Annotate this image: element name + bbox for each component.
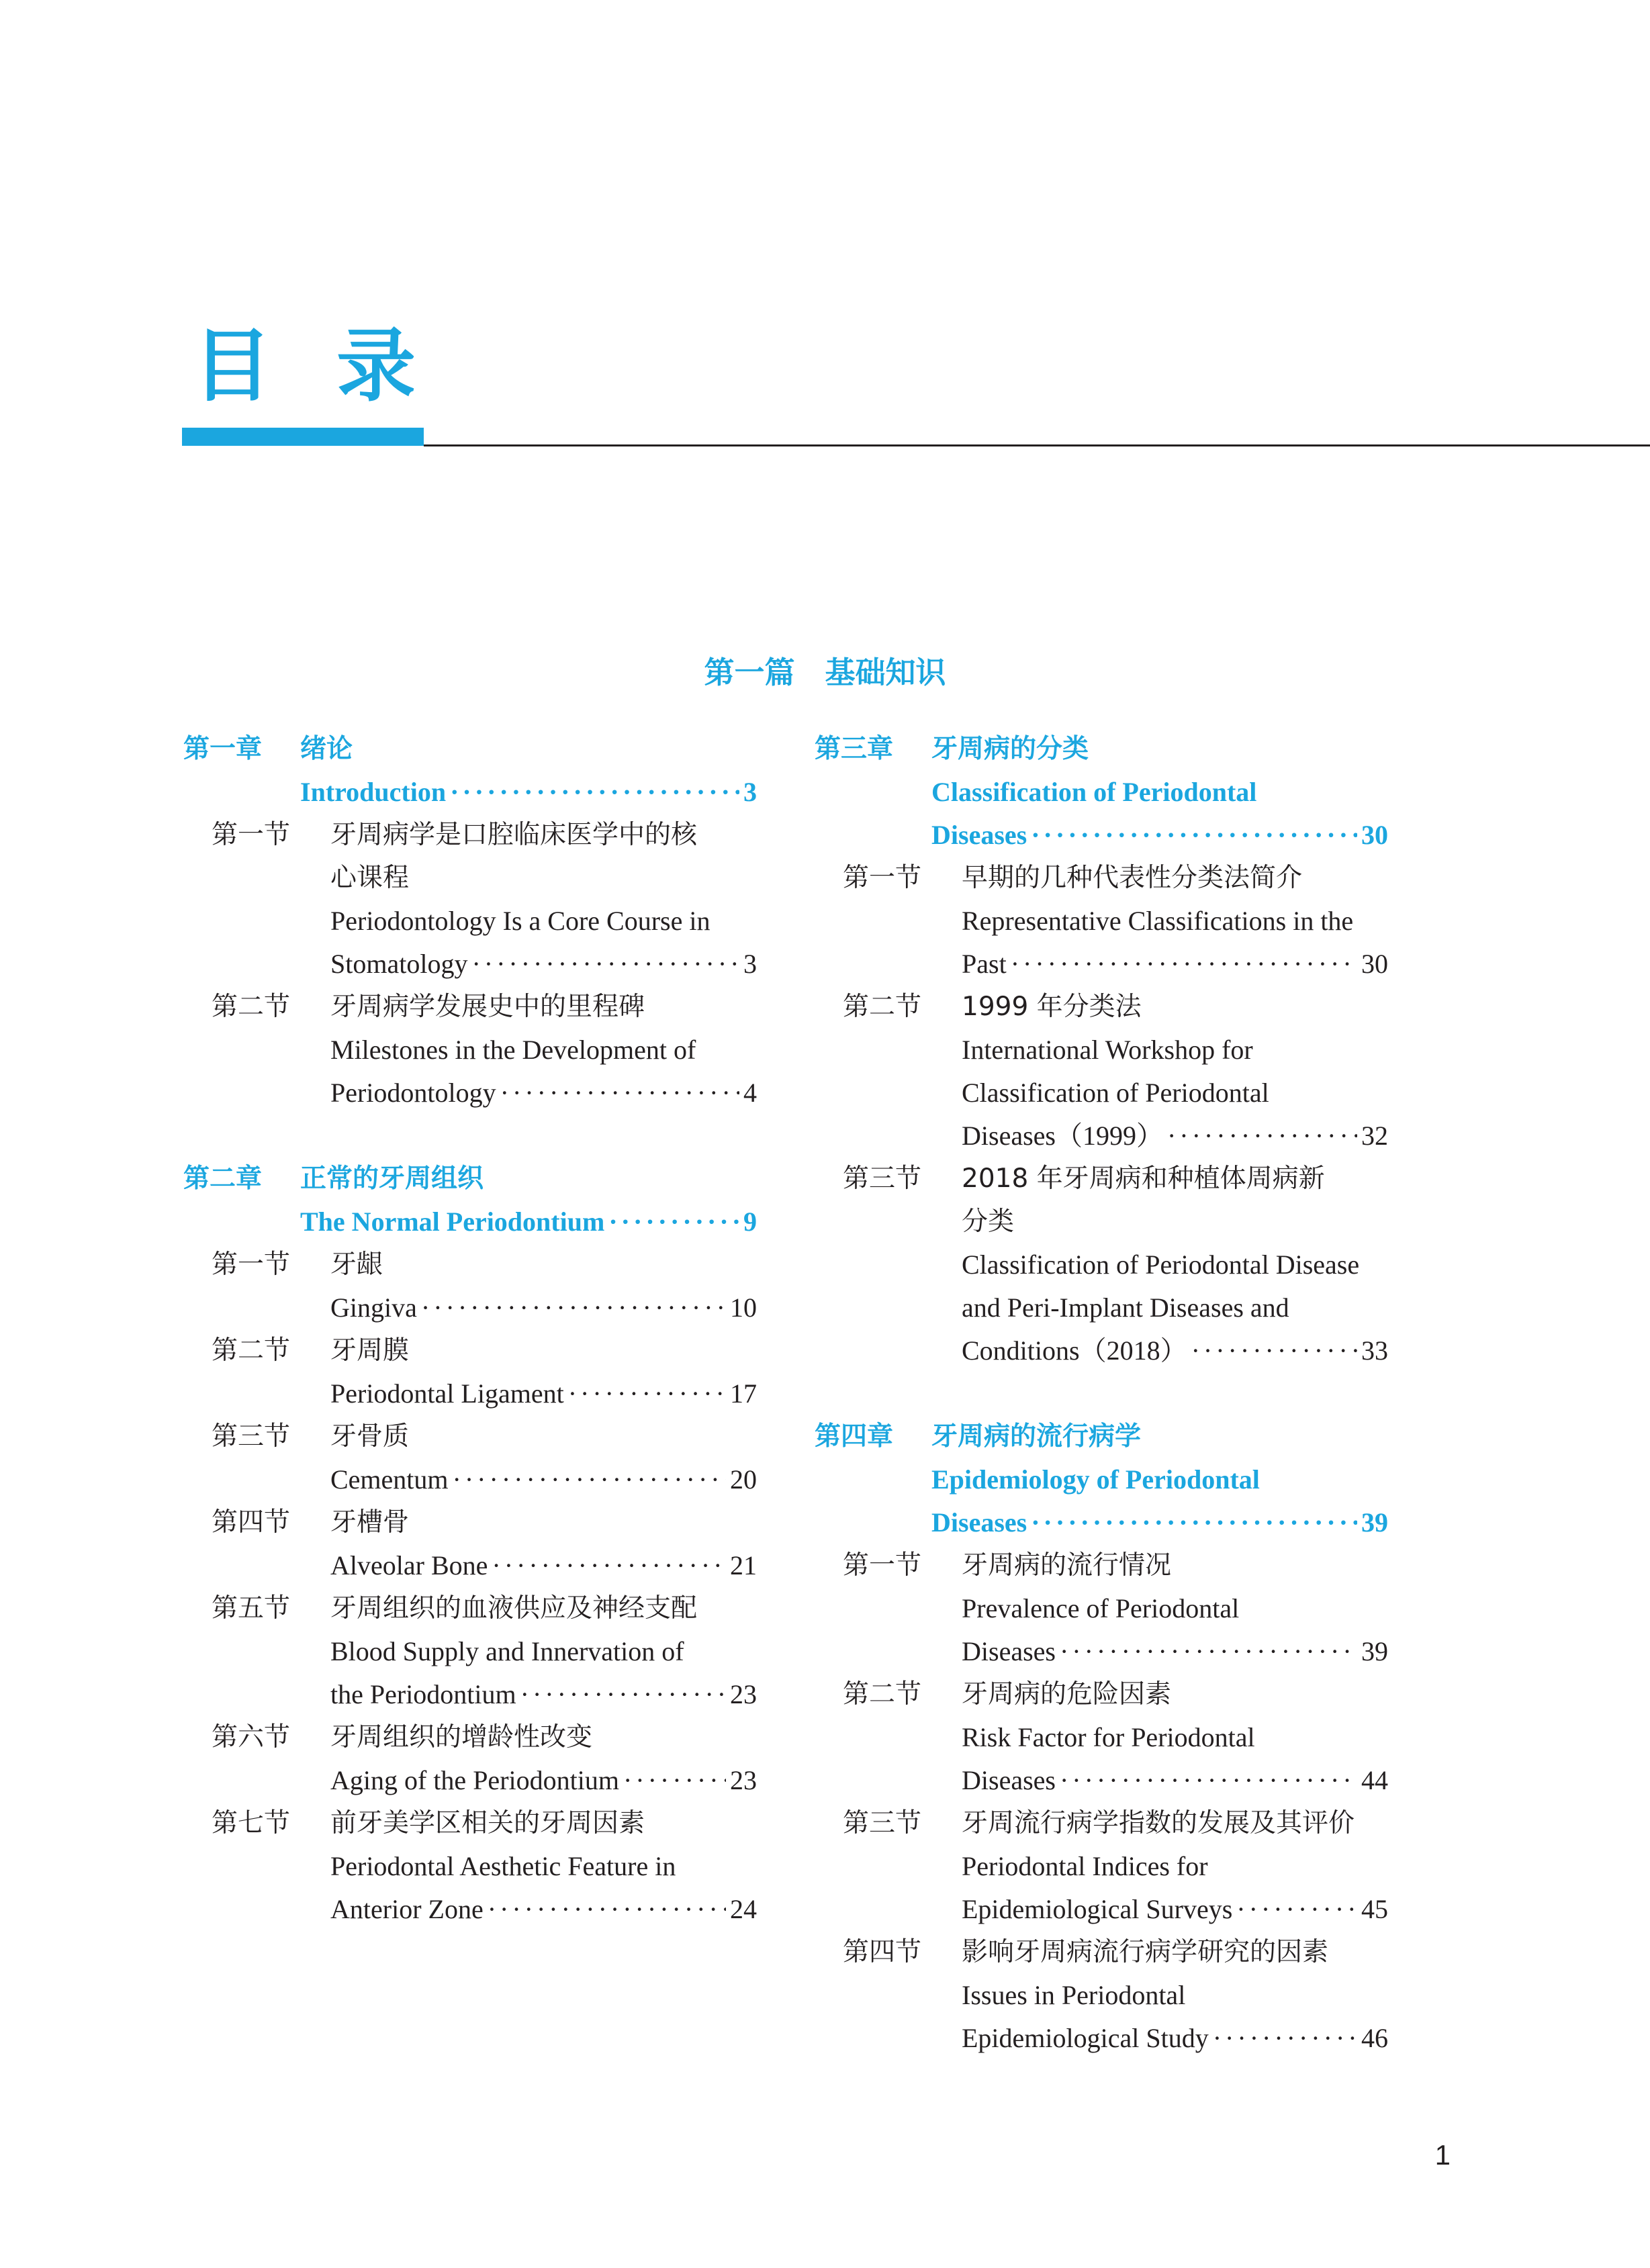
leader-dots bbox=[500, 1072, 739, 1115]
section-entry[interactable] bbox=[183, 1415, 757, 1501]
chapter-english-title[interactable] bbox=[931, 1501, 1388, 1544]
entry-text: Cementum bbox=[330, 1464, 449, 1495]
chapter-number: 第四章 bbox=[815, 1421, 894, 1452]
section-body bbox=[962, 1931, 1388, 2060]
leader-dots bbox=[1011, 943, 1357, 986]
leader-dots bbox=[623, 1759, 726, 1802]
section-title-zh: 分类 bbox=[962, 1207, 1015, 1237]
page-ref: 45 bbox=[1361, 1894, 1388, 1924]
section-number: 第二节 bbox=[843, 992, 922, 1022]
section-number: 第一节 bbox=[212, 1249, 291, 1280]
section-body bbox=[962, 857, 1388, 986]
leader-dots bbox=[1213, 2017, 1357, 2060]
entry-text: the Periodontium bbox=[330, 1679, 516, 1709]
section-body bbox=[962, 1544, 1388, 1673]
leader-dots bbox=[1060, 1630, 1357, 1673]
section-title-en: Issues in Periodontal bbox=[962, 1980, 1186, 2010]
section-entry[interactable] bbox=[183, 1587, 757, 1716]
section-title-en: Classification of Periodontal Disease bbox=[962, 1249, 1360, 1280]
chapter-entry bbox=[183, 1157, 757, 1931]
section-entry[interactable] bbox=[183, 1501, 757, 1587]
section-title-en: Periodontology Is a Core Course in bbox=[330, 906, 711, 936]
section-title-en[interactable] bbox=[330, 943, 757, 986]
page-ref: 9 bbox=[743, 1207, 757, 1237]
entry-text: Diseases（1999） bbox=[962, 1121, 1163, 1151]
section-title-en[interactable] bbox=[330, 1372, 757, 1415]
section-body bbox=[962, 986, 1388, 1157]
section-number: 第二节 bbox=[212, 992, 291, 1022]
chapter-entry bbox=[815, 1415, 1388, 2060]
entry-text: Stomatology bbox=[330, 949, 468, 979]
section-title-zh: 牙龈 bbox=[330, 1249, 383, 1280]
section-entry[interactable] bbox=[183, 814, 757, 986]
section-number: 第六节 bbox=[212, 1722, 291, 1752]
entry-text: Epidemiological Surveys bbox=[962, 1894, 1233, 1924]
heading-accent-bar bbox=[182, 428, 424, 446]
chapter-entry bbox=[183, 728, 757, 1115]
section-title-en[interactable] bbox=[330, 1673, 757, 1716]
entry-text: Gingiva bbox=[330, 1292, 417, 1323]
section-title-en[interactable] bbox=[962, 1630, 1388, 1673]
section-title-zh: 2018 年牙周病和种植体周病新 bbox=[962, 1164, 1325, 1194]
page-ref: 39 bbox=[1361, 1507, 1388, 1538]
section-body bbox=[330, 1501, 757, 1587]
page-ref: 10 bbox=[730, 1292, 757, 1323]
section-entry[interactable] bbox=[815, 1673, 1388, 1802]
entry-text: Introduction bbox=[300, 777, 447, 807]
page-ref: 23 bbox=[730, 1765, 757, 1795]
section-title-en: Prevalence of Periodontal bbox=[962, 1593, 1240, 1623]
section-title-en[interactable] bbox=[330, 1759, 757, 1802]
chapter-heading[interactable] bbox=[815, 728, 1388, 771]
page-ref: 44 bbox=[1361, 1765, 1388, 1795]
chapter-english-title[interactable] bbox=[931, 814, 1388, 857]
section-title-zh: 牙周膜 bbox=[330, 1335, 410, 1366]
entry-text: Epidemiological Study bbox=[962, 2023, 1209, 2053]
section-number: 第二节 bbox=[843, 1679, 922, 1709]
section-body bbox=[330, 1716, 757, 1802]
section-title-zh: 牙周流行病学指数的发展及其评价 bbox=[962, 1808, 1355, 1838]
page-ref: 3 bbox=[743, 777, 757, 807]
chapter-title: 绪论 bbox=[300, 734, 353, 764]
section-number: 第四节 bbox=[212, 1507, 291, 1538]
chapter-number: 第一章 bbox=[183, 734, 263, 764]
leader-dots bbox=[1060, 1759, 1357, 1802]
page-ref: 39 bbox=[1361, 1636, 1388, 1666]
section-entry[interactable] bbox=[815, 986, 1388, 1157]
entry-text: Diseases bbox=[962, 1636, 1056, 1666]
entry-text: Alveolar Bone bbox=[330, 1550, 488, 1580]
section-number: 第四节 bbox=[843, 1937, 922, 1967]
section-body bbox=[330, 814, 757, 986]
section-body bbox=[330, 1587, 757, 1716]
section-entry[interactable] bbox=[815, 1931, 1388, 2060]
entry-text: Conditions（2018） bbox=[962, 1335, 1187, 1366]
section-entry[interactable] bbox=[183, 1329, 757, 1415]
chapter-heading[interactable] bbox=[183, 728, 757, 771]
section-body bbox=[330, 1415, 757, 1501]
part-title: 第一篇 基础知识 bbox=[704, 655, 946, 690]
entry-text: Past bbox=[962, 949, 1007, 979]
section-title-zh: 早期的几种代表性分类法简介 bbox=[962, 863, 1303, 893]
section-body bbox=[330, 1329, 757, 1415]
section-title-en[interactable] bbox=[962, 943, 1388, 986]
section-entry[interactable] bbox=[815, 1157, 1388, 1372]
entry-text: Aging of the Periodontium bbox=[330, 1765, 619, 1795]
leader-dots bbox=[1031, 1501, 1357, 1544]
leader-dots bbox=[421, 1286, 726, 1329]
section-body bbox=[962, 1802, 1388, 1931]
section-title-zh: 牙周组织的增龄性改变 bbox=[330, 1722, 593, 1752]
leader-dots bbox=[492, 1544, 726, 1587]
section-body bbox=[330, 986, 757, 1115]
section-number: 第三节 bbox=[843, 1164, 922, 1194]
section-title-zh: 牙骨质 bbox=[330, 1421, 410, 1452]
leader-dots bbox=[608, 1200, 739, 1243]
leader-dots bbox=[568, 1372, 726, 1415]
leader-dots bbox=[520, 1673, 726, 1716]
section-title-zh: 牙槽骨 bbox=[330, 1507, 410, 1538]
entry-text: Diseases bbox=[931, 1507, 1027, 1538]
toc-column-left bbox=[183, 728, 757, 1931]
section-number: 第五节 bbox=[212, 1593, 291, 1623]
entry-text: Diseases bbox=[962, 1765, 1056, 1795]
leader-dots bbox=[1191, 1329, 1357, 1372]
section-entry[interactable] bbox=[183, 1802, 757, 1931]
section-title-zh: 1999 年分类法 bbox=[962, 992, 1142, 1022]
section-number: 第三节 bbox=[843, 1808, 922, 1838]
toc-heading: 目录 bbox=[193, 320, 481, 412]
section-entry[interactable] bbox=[183, 1243, 757, 1329]
section-title-zh: 牙周病学是口腔临床医学中的核 bbox=[330, 820, 698, 850]
chapter-number: 第二章 bbox=[183, 1164, 263, 1194]
section-title-en: Representative Classifications in the bbox=[962, 906, 1354, 936]
section-number: 第一节 bbox=[212, 820, 291, 850]
chapter-heading[interactable] bbox=[183, 1157, 757, 1200]
leader-dots bbox=[1031, 814, 1357, 857]
page-ref: 21 bbox=[730, 1550, 757, 1580]
leader-dots bbox=[453, 1458, 726, 1501]
section-title-en[interactable] bbox=[330, 1888, 757, 1931]
chapter-title: 正常的牙周组织 bbox=[300, 1164, 484, 1194]
section-title-en[interactable] bbox=[330, 1072, 757, 1115]
section-entry[interactable] bbox=[815, 1802, 1388, 1931]
entry-text: Periodontology bbox=[330, 1078, 496, 1108]
page-ref: 30 bbox=[1361, 949, 1388, 979]
leader-dots bbox=[471, 943, 739, 986]
page-ref: 30 bbox=[1361, 820, 1388, 850]
section-entry[interactable] bbox=[183, 986, 757, 1115]
section-title-zh: 前牙美学区相关的牙周因素 bbox=[330, 1808, 645, 1838]
section-number: 第一节 bbox=[843, 863, 922, 893]
section-title-en: Periodontal Indices for bbox=[962, 1851, 1208, 1881]
section-title-en: Periodontal Aesthetic Feature in bbox=[330, 1851, 676, 1881]
chapter-english-title[interactable] bbox=[300, 1200, 757, 1243]
page-ref: 4 bbox=[743, 1078, 757, 1108]
section-title-zh: 心课程 bbox=[330, 863, 410, 893]
page-number: 1 bbox=[1434, 2139, 1451, 2171]
section-title-en: Risk Factor for Periodontal bbox=[962, 1722, 1255, 1752]
section-title-en: and Peri-Implant Diseases and bbox=[962, 1292, 1289, 1323]
section-number: 第二节 bbox=[212, 1335, 291, 1366]
section-body bbox=[330, 1802, 757, 1931]
section-title-en[interactable] bbox=[962, 1759, 1388, 1802]
leader-dots bbox=[488, 1888, 726, 1931]
section-title-zh: 牙周病的危险因素 bbox=[962, 1679, 1172, 1709]
section-body bbox=[962, 1673, 1388, 1802]
section-title-en[interactable] bbox=[330, 1286, 757, 1329]
page-ref: 20 bbox=[730, 1464, 757, 1495]
page-ref: 23 bbox=[730, 1679, 757, 1709]
section-number: 第三节 bbox=[212, 1421, 291, 1452]
section-title-en: Blood Supply and Innervation of bbox=[330, 1636, 684, 1666]
section-title-en[interactable] bbox=[962, 2017, 1388, 2060]
leader-dots bbox=[1236, 1888, 1357, 1931]
section-title-en[interactable] bbox=[330, 1458, 757, 1501]
entry-text: Anterior Zone bbox=[330, 1894, 484, 1924]
section-title-en[interactable] bbox=[330, 1544, 757, 1587]
chapter-english-title: Epidemiology of Periodontal bbox=[931, 1464, 1260, 1495]
section-title-en: Classification of Periodontal bbox=[962, 1078, 1269, 1108]
page-ref: 33 bbox=[1361, 1335, 1388, 1366]
section-title-zh: 牙周病的流行情况 bbox=[962, 1550, 1172, 1580]
heading-rule bbox=[424, 444, 1650, 446]
entry-text: Diseases bbox=[931, 820, 1027, 850]
chapter-heading[interactable] bbox=[815, 1415, 1388, 1458]
section-title-en[interactable] bbox=[962, 1115, 1388, 1157]
entry-text: Periodontal Ligament bbox=[330, 1378, 564, 1409]
page-ref: 46 bbox=[1361, 2023, 1388, 2053]
page-ref: 32 bbox=[1361, 1121, 1388, 1151]
section-entry[interactable] bbox=[815, 857, 1388, 986]
chapter-entry bbox=[815, 728, 1388, 1372]
section-title-zh: 影响牙周病流行病学研究的因素 bbox=[962, 1937, 1329, 1967]
section-body bbox=[962, 1157, 1388, 1372]
section-title-en[interactable] bbox=[962, 1329, 1388, 1372]
chapter-number: 第三章 bbox=[815, 734, 894, 764]
leader-dots bbox=[450, 771, 739, 814]
section-number: 第七节 bbox=[212, 1808, 291, 1838]
section-title-en: International Workshop for bbox=[962, 1035, 1253, 1065]
toc-column-right bbox=[815, 728, 1388, 2060]
chapter-title: 牙周病的分类 bbox=[931, 734, 1089, 764]
section-number: 第一节 bbox=[843, 1550, 922, 1580]
page-ref: 24 bbox=[730, 1894, 757, 1924]
section-title-zh: 牙周病学发展史中的里程碑 bbox=[330, 992, 645, 1022]
leader-dots bbox=[1167, 1115, 1357, 1157]
section-title-zh: 牙周组织的血液供应及神经支配 bbox=[330, 1593, 698, 1623]
section-body bbox=[330, 1243, 757, 1329]
section-title-en: Milestones in the Development of bbox=[330, 1035, 696, 1065]
section-entry[interactable] bbox=[815, 1544, 1388, 1673]
page-ref: 3 bbox=[743, 949, 757, 979]
chapter-title: 牙周病的流行病学 bbox=[931, 1421, 1142, 1452]
page-ref: 17 bbox=[730, 1378, 757, 1409]
section-title-en[interactable] bbox=[962, 1888, 1388, 1931]
chapter-english-title: Classification of Periodontal bbox=[931, 777, 1257, 807]
chapter-english-title[interactable] bbox=[300, 771, 757, 814]
entry-text: The Normal Periodontium bbox=[300, 1207, 605, 1237]
section-entry[interactable] bbox=[183, 1716, 757, 1802]
